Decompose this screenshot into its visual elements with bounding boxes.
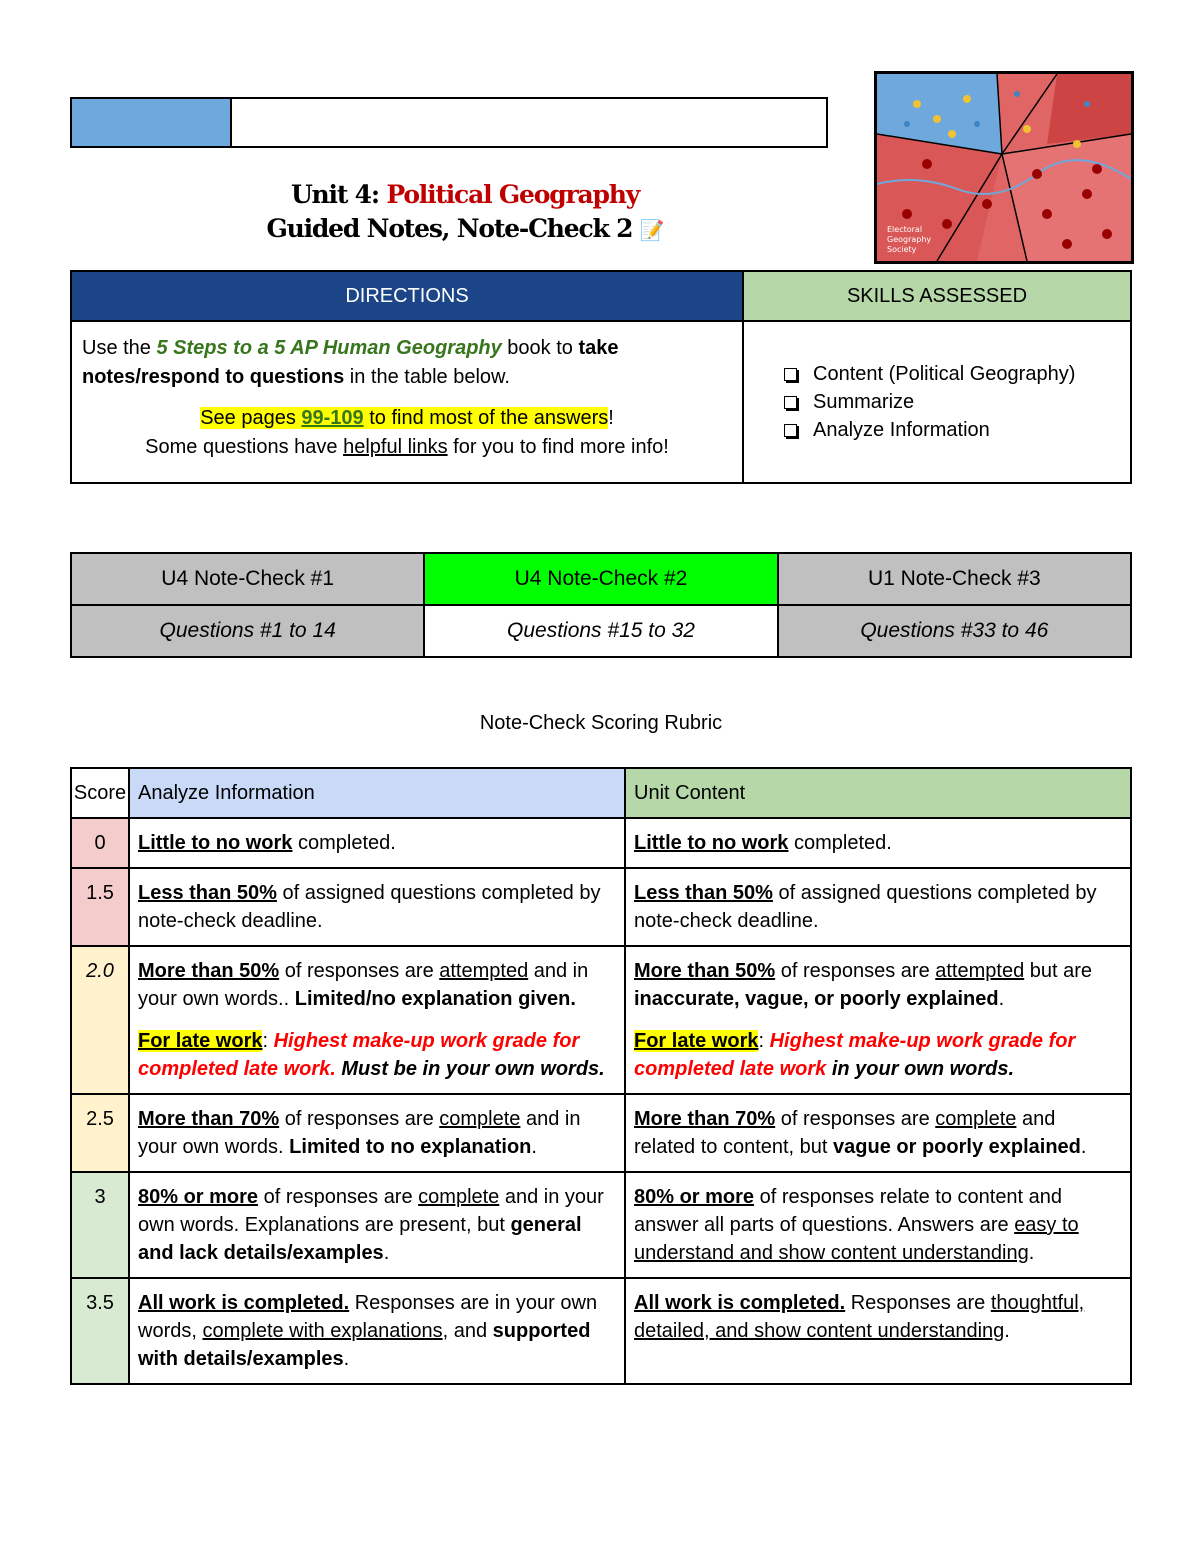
title-line bbox=[70, 178, 860, 212]
rubric-key: More than 70% bbox=[634, 1108, 776, 1130]
late-work-red: Highest make-up work grade for completed late work bbox=[634, 1030, 1076, 1080]
notecheck-1-range: Questions #1 to 14 bbox=[71, 605, 424, 657]
rubric-bold: general and lack details/examples bbox=[138, 1214, 582, 1264]
rubric-key: Little to no work bbox=[138, 832, 293, 854]
notecheck-2-range: Questions #15 to 32 bbox=[424, 605, 777, 657]
rubric-bold: supported with details/examples bbox=[138, 1320, 591, 1370]
rubric-key: More than 50% bbox=[138, 960, 280, 982]
late-work-label: For late work bbox=[138, 1030, 263, 1052]
dir-text: Use the bbox=[82, 337, 157, 359]
skill-label: Analyze Information bbox=[813, 419, 990, 441]
checkbox-icon[interactable] bbox=[784, 396, 797, 409]
subtitle-line bbox=[70, 212, 860, 247]
rubric-main bbox=[138, 957, 616, 1013]
map-legend-1: Electoral bbox=[887, 225, 923, 234]
notecheck-table bbox=[70, 552, 1132, 658]
rubric-underline: complete bbox=[418, 1186, 500, 1208]
rubric-text: of responses are bbox=[279, 960, 440, 982]
rubric-score: 2.0 bbox=[71, 946, 129, 1094]
rubric-text: completed. bbox=[788, 832, 892, 854]
rubric-analyze-cell bbox=[129, 818, 625, 868]
rubric-text: Responses are in your own words, bbox=[138, 1292, 598, 1342]
rubric-key: More than 50% bbox=[634, 960, 776, 982]
helpful-links[interactable]: helpful links bbox=[343, 436, 448, 458]
late-work-own: Must be in your own words. bbox=[335, 1058, 605, 1080]
name-bar bbox=[70, 97, 828, 148]
skill-item bbox=[784, 388, 1130, 416]
rubric-row bbox=[71, 868, 1131, 946]
rubric-main bbox=[634, 957, 1122, 1013]
rubric-header-score: Score bbox=[71, 768, 129, 818]
rubric-underline: attempted bbox=[935, 960, 1025, 982]
directions-line-1 bbox=[82, 334, 732, 392]
rubric-analyze-cell bbox=[129, 1094, 625, 1172]
map-legend-2: Geography bbox=[887, 235, 932, 244]
rubric-header-content: Unit Content bbox=[625, 768, 1131, 818]
rubric-text: of responses are bbox=[775, 1108, 936, 1130]
rubric-bold: inaccurate, vague, or poorly explained bbox=[634, 988, 999, 1010]
skill-item bbox=[784, 360, 1130, 388]
book-title: 5 Steps to a 5 AP Human Geography bbox=[156, 337, 502, 359]
rubric-text: of responses are bbox=[279, 1108, 440, 1130]
rubric-content-cell bbox=[625, 1278, 1131, 1384]
rubric-header-analyze: Analyze Information bbox=[129, 768, 625, 818]
notecheck-3-range: Questions #33 to 46 bbox=[778, 605, 1131, 657]
rubric-analyze-cell bbox=[129, 868, 625, 946]
rubric-underline: thoughtful, detailed, and show content understanding bbox=[634, 1292, 1085, 1342]
late-work-note bbox=[634, 1027, 1122, 1083]
checkbox-icon[interactable] bbox=[784, 368, 797, 381]
skill-label: Summarize bbox=[813, 391, 915, 413]
rubric-key: 80% or more bbox=[634, 1186, 755, 1208]
directions-header: DIRECTIONS bbox=[71, 271, 743, 321]
rubric-analyze-cell bbox=[129, 1172, 625, 1278]
rubric-underline: complete bbox=[439, 1108, 521, 1130]
rubric-text: . bbox=[531, 1136, 537, 1158]
title-prefix: Unit 4: bbox=[290, 180, 387, 209]
dir-text: for you to find more info! bbox=[447, 436, 669, 458]
rubric-text: of responses are bbox=[258, 1186, 419, 1208]
notecheck-2-header: U4 Note-Check #2 bbox=[424, 553, 777, 605]
rubric-score: 3 bbox=[71, 1172, 129, 1278]
dir-text: See pages bbox=[200, 407, 302, 429]
rubric-text: . bbox=[1080, 1136, 1087, 1158]
rubric-text: Responses are bbox=[845, 1292, 991, 1314]
rubric-text: and related to content, but bbox=[634, 1108, 1056, 1158]
rubric-analyze-cell bbox=[129, 946, 625, 1094]
rubric-key: Less than 50% bbox=[138, 882, 277, 904]
rubric-text: of responses are bbox=[775, 960, 936, 982]
rubric-key: More than 70% bbox=[138, 1108, 280, 1130]
rubric-row bbox=[71, 946, 1131, 1094]
rubric-score: 2.5 bbox=[71, 1094, 129, 1172]
rubric-content-cell bbox=[625, 1094, 1131, 1172]
rubric-row bbox=[71, 1094, 1131, 1172]
rubric-text: and in your own words. Explanations are present, but bbox=[138, 1186, 604, 1236]
directions-line-2 bbox=[82, 404, 732, 433]
dir-text: Some questions have bbox=[145, 436, 344, 458]
rubric-text: . bbox=[998, 988, 1005, 1010]
dir-bold: take notes/respond to questions bbox=[82, 337, 619, 388]
rubric-text: of assigned questions completed by note-check deadline. bbox=[138, 882, 601, 932]
skill-label: Content (Political Geography) bbox=[813, 363, 1076, 385]
checkbox-icon[interactable] bbox=[784, 424, 797, 437]
subtitle: Guided Notes, Note-Check 2 bbox=[266, 214, 633, 243]
dir-text: to find most of the answers bbox=[363, 407, 609, 429]
rubric-text: . bbox=[383, 1242, 390, 1264]
rubric-text: of assigned questions completed by note-check deadline. bbox=[634, 882, 1097, 932]
directions-table bbox=[70, 270, 1132, 484]
rubric-bold: vague or poorly explained bbox=[833, 1136, 1081, 1158]
rubric-row bbox=[71, 1278, 1131, 1384]
memo-icon: 📝 bbox=[639, 218, 664, 242]
late-work-note bbox=[138, 1027, 616, 1083]
name-field[interactable] bbox=[232, 99, 826, 146]
rubric-content-cell bbox=[625, 1172, 1131, 1278]
rubric-text: and in your own words. bbox=[138, 1108, 581, 1158]
pages-link[interactable]: 99-109 bbox=[301, 407, 364, 429]
dir-text: ! bbox=[608, 407, 614, 429]
rubric-analyze-cell bbox=[129, 1278, 625, 1384]
rubric-key: Less than 50% bbox=[634, 882, 773, 904]
late-work-own: in your own words. bbox=[826, 1058, 1015, 1080]
electoral-map-image bbox=[874, 71, 1134, 264]
rubric-score: 0 bbox=[71, 818, 129, 868]
rubric-text: of responses relate to content and answer all parts of questions. Answers are bbox=[634, 1186, 1063, 1236]
rubric-text: . bbox=[343, 1348, 350, 1370]
dir-text: in the table below. bbox=[344, 366, 510, 388]
late-work-label: For late work bbox=[634, 1030, 759, 1052]
rubric-table bbox=[70, 767, 1132, 1385]
rubric-bold: Limited/no explanation given. bbox=[294, 988, 576, 1010]
rubric-title: Note-Check Scoring Rubric bbox=[479, 712, 723, 734]
rubric-underline: attempted bbox=[439, 960, 529, 982]
rubric-content-cell bbox=[625, 818, 1131, 868]
notecheck-1-header: U4 Note-Check #1 bbox=[71, 553, 424, 605]
directions-line-3 bbox=[82, 433, 732, 462]
directions-body bbox=[71, 321, 743, 483]
rubric-content-cell bbox=[625, 946, 1131, 1094]
map-illustration bbox=[877, 74, 1131, 261]
rubric-text: and in your own words.. bbox=[138, 960, 589, 1010]
skill-item bbox=[784, 416, 1130, 444]
skills-list bbox=[744, 360, 1130, 444]
rubric-underline: easy to understand and show content understanding bbox=[634, 1214, 1079, 1264]
rubric-row bbox=[71, 1172, 1131, 1278]
rubric-underline: complete bbox=[935, 1108, 1017, 1130]
rubric-key: All work is completed. bbox=[138, 1292, 350, 1314]
title-topic: Political Geography bbox=[386, 180, 640, 209]
rubric-text: . bbox=[1028, 1242, 1035, 1264]
rubric-content-cell bbox=[625, 868, 1131, 946]
notecheck-3-header: U1 Note-Check #3 bbox=[778, 553, 1131, 605]
rubric-key: 80% or more bbox=[138, 1186, 259, 1208]
rubric-text: : bbox=[262, 1030, 274, 1052]
pages-highlight bbox=[200, 407, 608, 429]
rubric-key: Little to no work bbox=[634, 832, 789, 854]
rubric-bold: Limited to no explanation bbox=[289, 1136, 532, 1158]
rubric-score: 3.5 bbox=[71, 1278, 129, 1384]
rubric-text: completed. bbox=[292, 832, 396, 854]
rubric-score: 1.5 bbox=[71, 868, 129, 946]
rubric-text: , and bbox=[442, 1320, 493, 1342]
rubric-underline: complete with explanations bbox=[202, 1320, 443, 1342]
rubric-text: . bbox=[1004, 1320, 1010, 1342]
rubric-row bbox=[71, 818, 1131, 868]
dir-text: book to bbox=[501, 337, 579, 359]
skills-body bbox=[743, 321, 1131, 483]
map-legend-3: Society bbox=[887, 245, 917, 254]
skills-header: SKILLS ASSESSED bbox=[743, 271, 1131, 321]
late-work-red: Highest make-up work grade for completed late work. bbox=[138, 1030, 580, 1080]
name-bar-swatch bbox=[72, 99, 232, 146]
page-title bbox=[70, 178, 860, 247]
rubric-key: All work is completed. bbox=[634, 1292, 846, 1314]
rubric-text: but are bbox=[1024, 960, 1093, 982]
rubric-text: : bbox=[758, 1030, 770, 1052]
